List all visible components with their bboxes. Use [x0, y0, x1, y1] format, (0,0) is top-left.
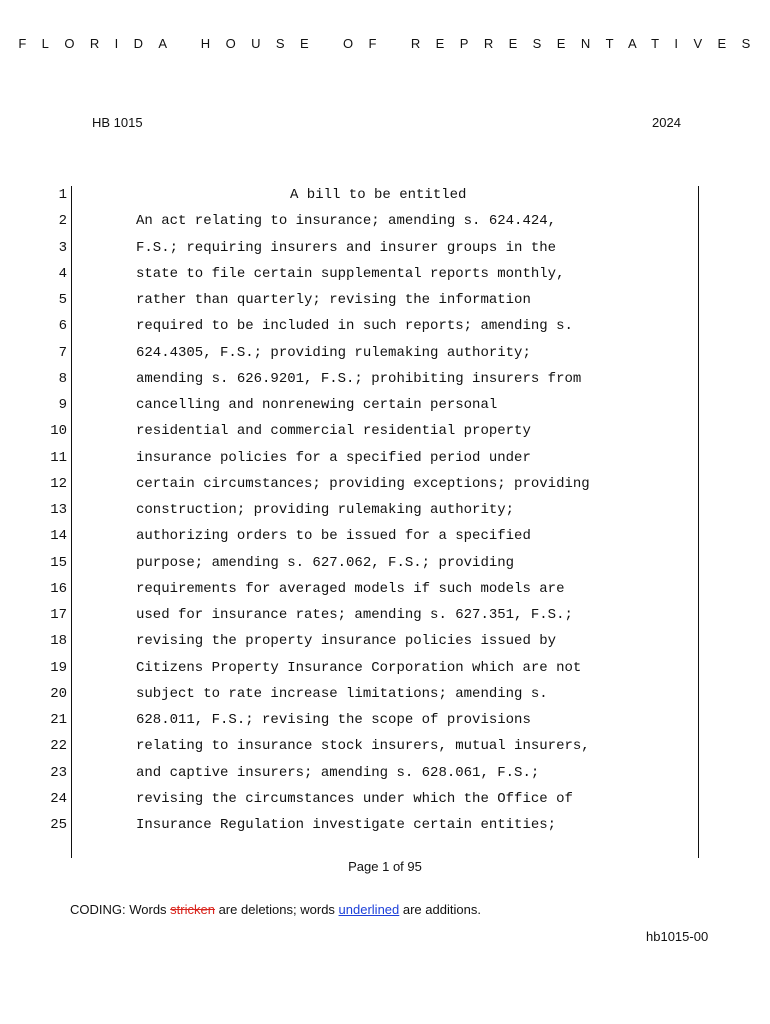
- bill-line: [0, 812, 770, 838]
- bill-line: [0, 366, 770, 392]
- bill-line: [0, 786, 770, 812]
- line-text: residential and commercial residential property: [136, 423, 531, 440]
- coding-legend: [70, 902, 481, 917]
- line-text: Insurance Regulation investigate certain entities;: [136, 817, 557, 833]
- line-text: rather than quarterly; revising the information: [136, 292, 531, 308]
- line-text: purpose; amending s. 627.062, F.S.; providing: [136, 554, 515, 571]
- bill-line: [0, 733, 770, 759]
- line-text: state to file certain supplemental reports monthly,: [136, 265, 565, 282]
- coding-prefix: CODING: Words: [70, 902, 171, 917]
- line-text: construction; providing rulemaking authority;: [136, 502, 515, 518]
- line-number: 24: [50, 790, 67, 807]
- line-text: An act relating to insurance; amending s. 624.424,: [136, 213, 557, 230]
- line-text: amending s. 626.9201, F.S.; prohibiting insurers from: [136, 370, 582, 387]
- bill-line: [0, 681, 770, 707]
- line-number: 2: [58, 213, 67, 230]
- line-number: 1: [58, 187, 67, 203]
- bill-line: [0, 261, 770, 287]
- page-number: Page 1 of 95: [348, 859, 422, 874]
- bill-line: [0, 760, 770, 786]
- line-number: 25: [50, 817, 67, 833]
- bill-line: [0, 418, 770, 444]
- bill-line: [0, 550, 770, 576]
- bill-line: [0, 497, 770, 523]
- line-number: 14: [50, 528, 67, 545]
- line-number: 7: [58, 344, 67, 361]
- line-text: cancelling and nonrenewing certain personal: [136, 397, 498, 413]
- line-number: 20: [50, 685, 67, 702]
- document-code: hb1015-00: [646, 929, 709, 944]
- line-text: certain circumstances; providing exceptions; providing: [136, 475, 590, 492]
- line-text: insurance policies for a specified period under: [136, 449, 531, 466]
- bill-line: [0, 576, 770, 602]
- bill-number: HB 1015: [92, 115, 143, 130]
- line-number: 10: [50, 423, 67, 440]
- line-text: authorizing orders to be issued for a specified: [136, 528, 531, 545]
- line-number: 6: [58, 318, 67, 335]
- line-number: 12: [50, 475, 67, 492]
- bill-line: [0, 313, 770, 339]
- bill-line: [0, 523, 770, 549]
- line-number: 11: [50, 449, 67, 466]
- line-text: revising the property insurance policies issued by: [136, 633, 557, 650]
- line-number: 15: [50, 554, 67, 571]
- line-number: 17: [50, 607, 67, 623]
- coding-suffix: are additions.: [399, 902, 481, 917]
- line-text: 628.011, F.S.; revising the scope of provisions: [136, 712, 531, 728]
- coding-stricken-sample: stricken: [170, 902, 215, 917]
- bill-line: [0, 602, 770, 628]
- line-number: 8: [58, 370, 67, 387]
- line-text: requirements for averaged models if such models are: [136, 580, 565, 597]
- line-text: revising the circumstances under which the Office of: [136, 790, 573, 807]
- line-number: 19: [50, 659, 67, 676]
- line-text: subject to rate increase limitations; amending s.: [136, 685, 548, 702]
- line-number: 9: [58, 397, 67, 413]
- line-number: 5: [58, 292, 67, 308]
- bill-line: [0, 235, 770, 261]
- coding-underlined-sample: underlined: [338, 902, 400, 917]
- line-text: A bill to be entitled: [290, 187, 467, 203]
- line-number: 22: [50, 738, 67, 755]
- line-text: Citizens Property Insurance Corporation which are not: [136, 659, 582, 676]
- line-text: 624.4305, F.S.; providing rulemaking authority;: [136, 344, 531, 361]
- bill-line: [0, 208, 770, 234]
- line-text: F.S.; requiring insurers and insurer groups in the: [136, 239, 557, 256]
- bill-line: [0, 182, 770, 208]
- bill-line: [0, 392, 770, 418]
- line-number: 3: [58, 239, 67, 256]
- line-number: 23: [50, 764, 67, 781]
- line-number: 13: [50, 502, 67, 518]
- line-text: and captive insurers; amending s. 628.061, F.S.;: [136, 764, 540, 781]
- line-text: relating to insurance stock insurers, mutual insurers,: [136, 738, 590, 755]
- bill-year: 2024: [652, 115, 681, 130]
- bill-line: [0, 471, 770, 497]
- bill-line: [0, 445, 770, 471]
- bill-line: [0, 340, 770, 366]
- bill-line: [0, 655, 770, 681]
- line-number: 18: [50, 633, 67, 650]
- bill-text-body: [0, 182, 770, 838]
- bill-line: [0, 628, 770, 654]
- coding-middle: are deletions; words: [214, 902, 339, 917]
- line-number: 16: [50, 580, 67, 597]
- line-number: 4: [58, 265, 67, 282]
- line-text: required to be included in such reports; amending s.: [136, 318, 573, 335]
- bill-line: [0, 707, 770, 733]
- chamber-title: FLORIDA HOUSE OF REPRESENTATIVES: [18, 36, 766, 51]
- line-number: 21: [50, 712, 67, 728]
- line-text: used for insurance rates; amending s. 627.351, F.S.;: [136, 607, 573, 623]
- bill-line: [0, 287, 770, 313]
